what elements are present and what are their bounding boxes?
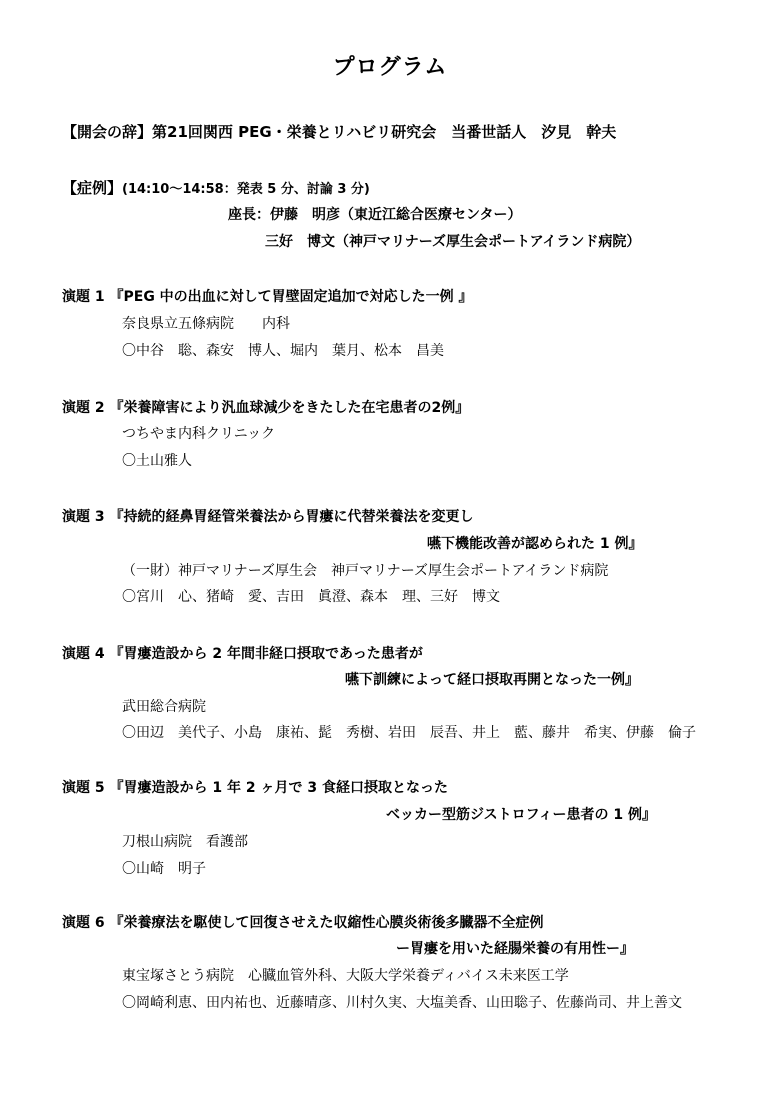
talk-authors: 〇宮川 心、猪崎 愛、吉田 眞澄、森本 理、三好 博文 [122,589,500,605]
talk-authors: 〇山崎 明子 [122,861,206,877]
chairperson-1: 座長：伊藤 明彦（東近江総合医療センター） [228,207,522,223]
talk-affiliation: 東宝塚さとう病院 心臓血管外科、大阪大学栄養ディバイス未来医工学 [122,968,569,984]
talk-authors: 〇中谷 聡、森安 博人、堀内 葉月、松本 昌美 [122,343,444,359]
talk-affiliation: 刀根山病院 看護部 [122,834,248,850]
talk-title: 演題 3 『持続的経鼻胃経管栄養法から胃瘻に代替栄養法を変更し [62,509,474,525]
talk-authors: 〇岡崎利恵、田内祐也、近藤晴彦、川村久実、大塩美香、山田聡子、佐藤尚司、井上善文 [122,995,682,1011]
case-section-label: 【症例】 [62,179,123,197]
case-section-header [62,179,370,199]
talk-affiliation: 武田総合病院 [122,699,206,715]
chairperson-2: 三好 博文（神戸マリナーズ厚生会ポートアイランド病院） [265,234,641,250]
talk-title: 演題 1 『PEG 中の出血に対して胃壁固定追加で対応した一例 』 [62,289,473,305]
opening-remarks: 【開会の辞】第21回関西 PEG・栄養とリハビリ研究会 当番世話人 汐見 幹夫 [62,123,617,141]
case-section-schedule: (14:10～14:58：発表 5 分、討論 3 分) [122,182,370,197]
talk-title: 演題 5 『胃瘻造設から 1 年 2 ヶ月で 3 食経口摂取となった [62,780,448,796]
talk-title: 演題 4 『胃瘻造設から 2 年間非経口摂取であった患者が [62,646,423,662]
talk-title-continued: 嚥下訓練によって経口摂取再開となった一例』 [345,672,639,688]
talk-authors: 〇田辺 美代子、小島 康祐、髭 秀樹、岩田 辰吾、井上 藍、藤井 希実、伊藤 倫子 [122,725,696,741]
talk-affiliation: つちやま内科クリニック [122,426,276,442]
talk-affiliation: （一財）神戸マリナーズ厚生会 神戸マリナーズ厚生会ポートアイランド病院 [122,563,609,579]
talk-title: 演題 6 『栄養療法を駆使して回復させえた収縮性心膜炎術後多臓器不全症例 [62,915,544,931]
talk-title-continued: ベッカー型筋ジストロフィー患者の 1 例』 [386,807,656,823]
talk-title: 演題 2 『栄養障害により汎血球減少をきたした在宅患者の2例』 [62,400,470,416]
talk-affiliation: 奈良県立五條病院 内科 [122,316,290,332]
page-title: プログラム [332,55,448,80]
talk-title-continued: ー胃瘻を用いた経腸栄養の有用性ー』 [396,941,634,957]
talk-title-continued: 嚥下機能改善が認められた 1 例』 [427,536,643,552]
talk-authors: 〇土山雅人 [122,453,192,469]
